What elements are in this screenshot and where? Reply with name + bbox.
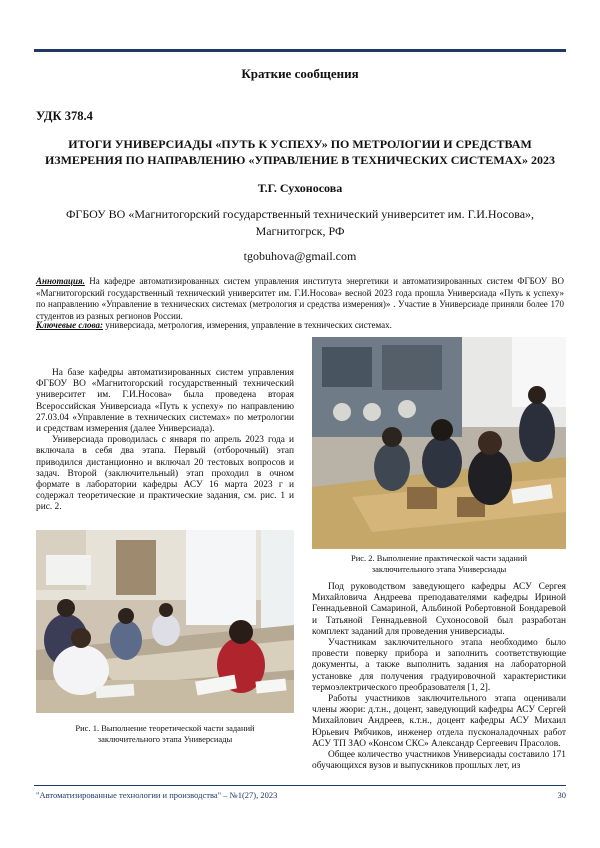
keywords xyxy=(36,320,564,332)
footer-rule xyxy=(34,785,566,786)
body-paragraph: Общее количество участников Универсиады составило 171 обучающихся вузов и выпускников прошлых лет, из xyxy=(312,750,566,772)
body-paragraph: Универсиада проводилась с января по апрель 2023 года и включала в себя два этапа. Первый (отборочный) этап приводился дистанционно и включал 20 тестовых вопросов и задач. Второй (заключительный) этап проходил в очном формате в лаборатории кафедры АСУ 16 марта 2023 г и содержал теоретические и практические задания, см. рис. 1 и рис. 2. xyxy=(36,435,294,513)
body-paragraph: На базе кафедры автоматизированных систем управления ФГБОУ ВО «Магнитогорский государственный технический университет им. Г.И.Носова» была проведена вторая Всероссийская Универсиада «Путь к успеху» по направлению 27.03.04 «Управление в технических системах» по метрологии и средствам измерения (далее Универсиада). xyxy=(36,368,294,435)
caption-line: Рис. 2. Выполнение практической части заданий xyxy=(350,553,527,563)
figure-1-photo xyxy=(36,530,294,713)
body-paragraph: Под руководством заведующего кафедры АСУ Сергея Михайловича Андреева преподавателями кафедры Ириной Геннадьевной Самариной, Альбиной Робертовной Бондаревой и Татьяной Геннадьевной Сухоносовой был разработан комплект заданий для проведения универсиады. xyxy=(312,582,566,637)
affiliation-line: Магнитогрск, РФ xyxy=(255,224,345,238)
article-title xyxy=(36,136,564,168)
caption-line: заключительного этапа Универсиады xyxy=(371,563,507,574)
journal-footer: "Автоматизированные технологии и производства" – №1(27), 2023 xyxy=(36,790,278,800)
affiliation-line: ФГБОУ ВО «Магнитогорский государственный технический университет им. Г.И.Носова», xyxy=(65,207,535,221)
author-name: Т.Г. Сухоносова xyxy=(257,181,343,195)
keywords-label: Ключевые слова: xyxy=(36,320,103,330)
affiliation xyxy=(40,206,560,240)
udk-code: УДК 378.4 xyxy=(36,109,93,123)
body-left-column xyxy=(36,368,294,514)
body-paragraph: Работы участников заключительного этапа оценивали члены жюри: д.т.н., доцент, заведующий кафедры АСУ Сергей Михайлович Андреев, к.т.н., доцент кафедры АСУ Михаил Юрьевич Рябчиков, инженер отдела пусконаладочных работ АСУ ТП ЗАО «Консом СКС» Александр Сергеевич Прасолов. xyxy=(312,694,566,749)
figure-2-photo xyxy=(312,337,566,549)
keywords-text: универсиада, метрология, измерения, управление в технических системах. xyxy=(102,320,392,330)
caption-line: Рис. 1. Выполнение теоретической части заданий xyxy=(75,723,255,733)
article-title-line: ИТОГИ УНИВЕРСИАДЫ «ПУТЬ К УСПЕХУ» ПО МЕТРОЛОГИИ И СРЕДСТВАМ xyxy=(68,137,532,151)
body-paragraph: Участникам заключительного этапа необходимо было провести поверку прибора и заполнить соответствующие документы, а также выполнить задания на лабораторной установке для получения градуировочной характеристики термоэлектрического преобразователя [1, 2]. xyxy=(312,638,566,693)
abstract xyxy=(36,276,564,322)
page-number: 30 xyxy=(557,790,566,800)
abstract-label: Аннотация. xyxy=(36,276,85,286)
figure-1-caption xyxy=(36,723,294,744)
caption-line: заключительного этапа Универсиады xyxy=(97,733,233,744)
abstract-text: На кафедре автоматизированных систем управления института энергетики и автоматизированных систем ФГБОУ ВО «Магнитогорский государственный технический университет им. Г.И.Носова» весной 2023 года прошла Универсиада «Путь к успеху» по направлению «Управление в технических системах (метрология и средства измерения)» . Участие в Универсиаде приняли более 170 студентов из разных регионов России. xyxy=(36,276,564,321)
body-right-column xyxy=(312,582,566,772)
article-title-line: ИЗМЕРЕНИЯ ПО НАПРАВЛЕНИЮ «УПРАВЛЕНИЕ В ТЕХНИЧЕСКИХ СИСТЕМАХ» 2023 xyxy=(44,153,556,167)
section-title: Краткие сообщения xyxy=(241,66,359,81)
figure-2-caption xyxy=(312,553,566,574)
author-email: tgobuhova@gmail.com xyxy=(243,249,357,263)
header-rule xyxy=(34,49,566,52)
